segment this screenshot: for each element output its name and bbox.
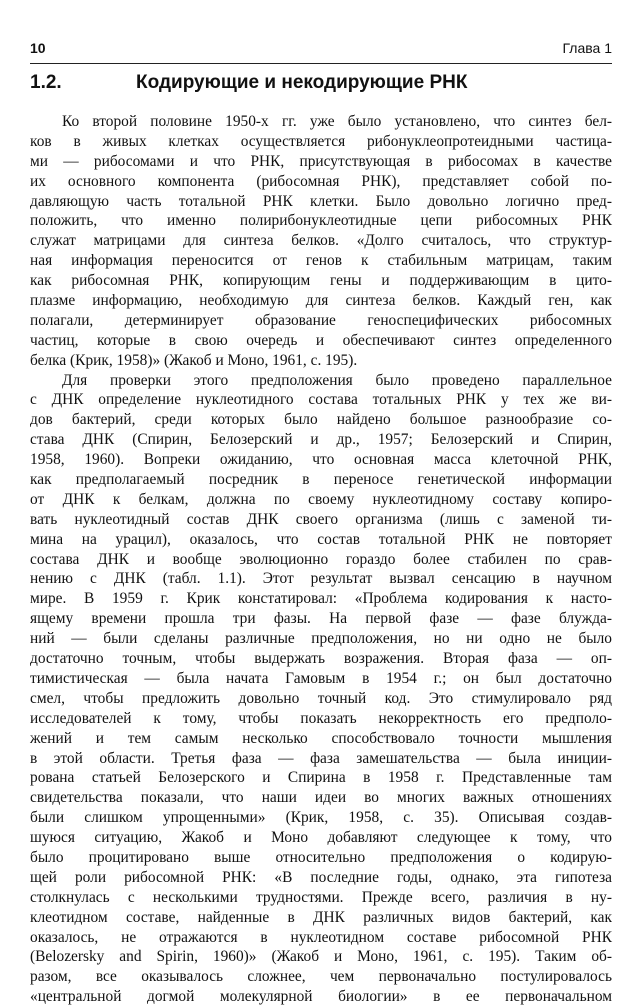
text-line: клеотидном составе, найденные в ДНК различных видов бактерий, как xyxy=(30,908,612,926)
page-number: 10 xyxy=(30,40,46,56)
text-line: Для проверки этого предположения было проведено параллельное xyxy=(62,371,612,389)
text-line: от ДНК к белкам, должна по своему нуклеотидному составу копиро- xyxy=(30,490,612,508)
text-line: става ДНК (Спирин, Белозерский и др., 1957; Белозерский и Спирин, xyxy=(30,431,612,449)
text-line: «центральной догмой молекулярной биологии» в ее первоначальном xyxy=(30,988,612,1006)
text-line: полагали, детерминирует образование геноспецифических рибосомных xyxy=(30,311,612,329)
text-line: ний — были сделаны различные предположения, но ни одно не было xyxy=(30,630,612,648)
text-line: рована статьей Белозерского и Спирина в 1958 г. Представленные там xyxy=(30,769,612,787)
running-head xyxy=(30,40,612,62)
text-line: как рибосомная РНК, копирующим гены и поддерживающим в цито- xyxy=(30,272,612,290)
text-line: 1958, 1960). Вопреки ожиданию, что основная масса клеточной РНК, xyxy=(30,451,612,469)
paragraph xyxy=(30,371,612,1007)
text-line: ящему времени прошла три фазы. На первой фазе — фазе блужда- xyxy=(30,610,612,628)
text-line: Ко второй половине 1950-х гг. уже было установлено, что синтез бел- xyxy=(62,113,612,130)
text-line: свидетельства показали, что наши идеи во многих важных отношениях xyxy=(30,789,612,807)
text-line: тимистическая — была начата Гамовым в 1954 г.; он был достаточно xyxy=(30,669,612,687)
text-line: разом, все оказывалось сложнее, чем первоначально постулировалось xyxy=(30,968,612,986)
text-line: было процитировано выше относительно предположения о кодирую- xyxy=(30,848,612,866)
text-line: их основного компонента (рибосомная РНК), представляет собой по- xyxy=(30,172,612,190)
text-line: ков в живых клетках осуществляется рибонуклеопротеидными частица- xyxy=(30,132,612,150)
text-line: как предполагаемый посредник в переносе генетической информации xyxy=(30,471,612,489)
text-line: положить, что именно полирибонуклеотидные цепи рибосомных РНК xyxy=(30,212,612,230)
text-line: смел, чтобы предложить довольно точный код. Это стимулировало ряд xyxy=(30,689,612,707)
text-line: состава ДНК и вообще эволюционно гораздо более стабилен по срав- xyxy=(30,550,612,568)
chapter-label: Глава 1 xyxy=(562,40,612,56)
text-line: частиц, которые в свою очередь и обеспечивают синтез определенного xyxy=(30,331,612,349)
text-line: (Belozersky and Spirin, 1960)» (Жакоб и Моно, 1961, с. 195). Таким об- xyxy=(30,948,612,966)
text-line: шуюся ситуацию, Жакоб и Моно добавляют следующее к тому, что xyxy=(30,829,612,847)
text-line: давляющую часть тотальной РНК клетки. Было довольно логично пред- xyxy=(30,192,612,210)
text-line: исследователей к тому, чтобы показать некорректность его предполо- xyxy=(30,709,612,727)
text-line: столкнулась с несколькими трудностями. Прежде всего, различия в ну- xyxy=(30,888,612,906)
text-line: в этой области. Третья фаза — фаза замешательства — была иниции- xyxy=(30,749,612,767)
text-line: жений и тем самым несколько способствовало точности мышления xyxy=(30,729,612,747)
text-line: с ДНК определение нуклеотидного состава тотальных РНК у тех же ви- xyxy=(30,391,612,409)
text-line: дов бактерий, среди которых было найдено большое разнообразие со- xyxy=(30,411,612,429)
text-line: щей роли рибосомной РНК: «В последние годы, однако, эта гипотеза xyxy=(30,868,612,886)
text-line: достаточно точным, чтобы выдержать возражения. Вторая фаза — оп- xyxy=(30,650,612,668)
section-title: Кодирующие и некодирующие РНК xyxy=(136,72,468,93)
text-line: ная информация переносится от генов к стабильным матрицам, таким xyxy=(30,252,612,270)
header-rule xyxy=(30,63,612,64)
text-line: плазме информацию, необходимую для синтеза белков. Каждый ген, как xyxy=(30,292,612,310)
text-line: служат матрицами для синтеза белков. «Долго считалось, что структур- xyxy=(30,232,612,250)
section-number: 1.2. xyxy=(30,72,62,93)
text-line: нению с ДНК (табл. 1.1). Этот результат вызвал сенсацию в научном xyxy=(30,570,612,588)
text-line: мире. В 1959 г. Крик констатировал: «Проблема кодирования к насто- xyxy=(30,590,612,608)
text-line: мина на урацил), оказалось, что состав тотальной РНК не повторяет xyxy=(30,530,612,548)
text-line: вать нуклеотидный состав ДНК своего организма (лишь с заменой ти- xyxy=(30,510,612,528)
paragraph xyxy=(30,112,612,371)
text-line: были слишком упрощенными» (Крик, 1958, с. 35). Описывая создав- xyxy=(30,809,612,827)
text-line: белка (Крик, 1958)» (Жакоб и Моно, 1961, с. 195). xyxy=(30,351,358,369)
text-line: оказалось, не отражаются в нуклеотидном составе рибосомной РНК xyxy=(30,928,612,946)
text-line: ми — рибосомами и что РНК, присутствующая в рибосомах в качестве xyxy=(30,152,612,170)
body-text xyxy=(30,112,612,1007)
